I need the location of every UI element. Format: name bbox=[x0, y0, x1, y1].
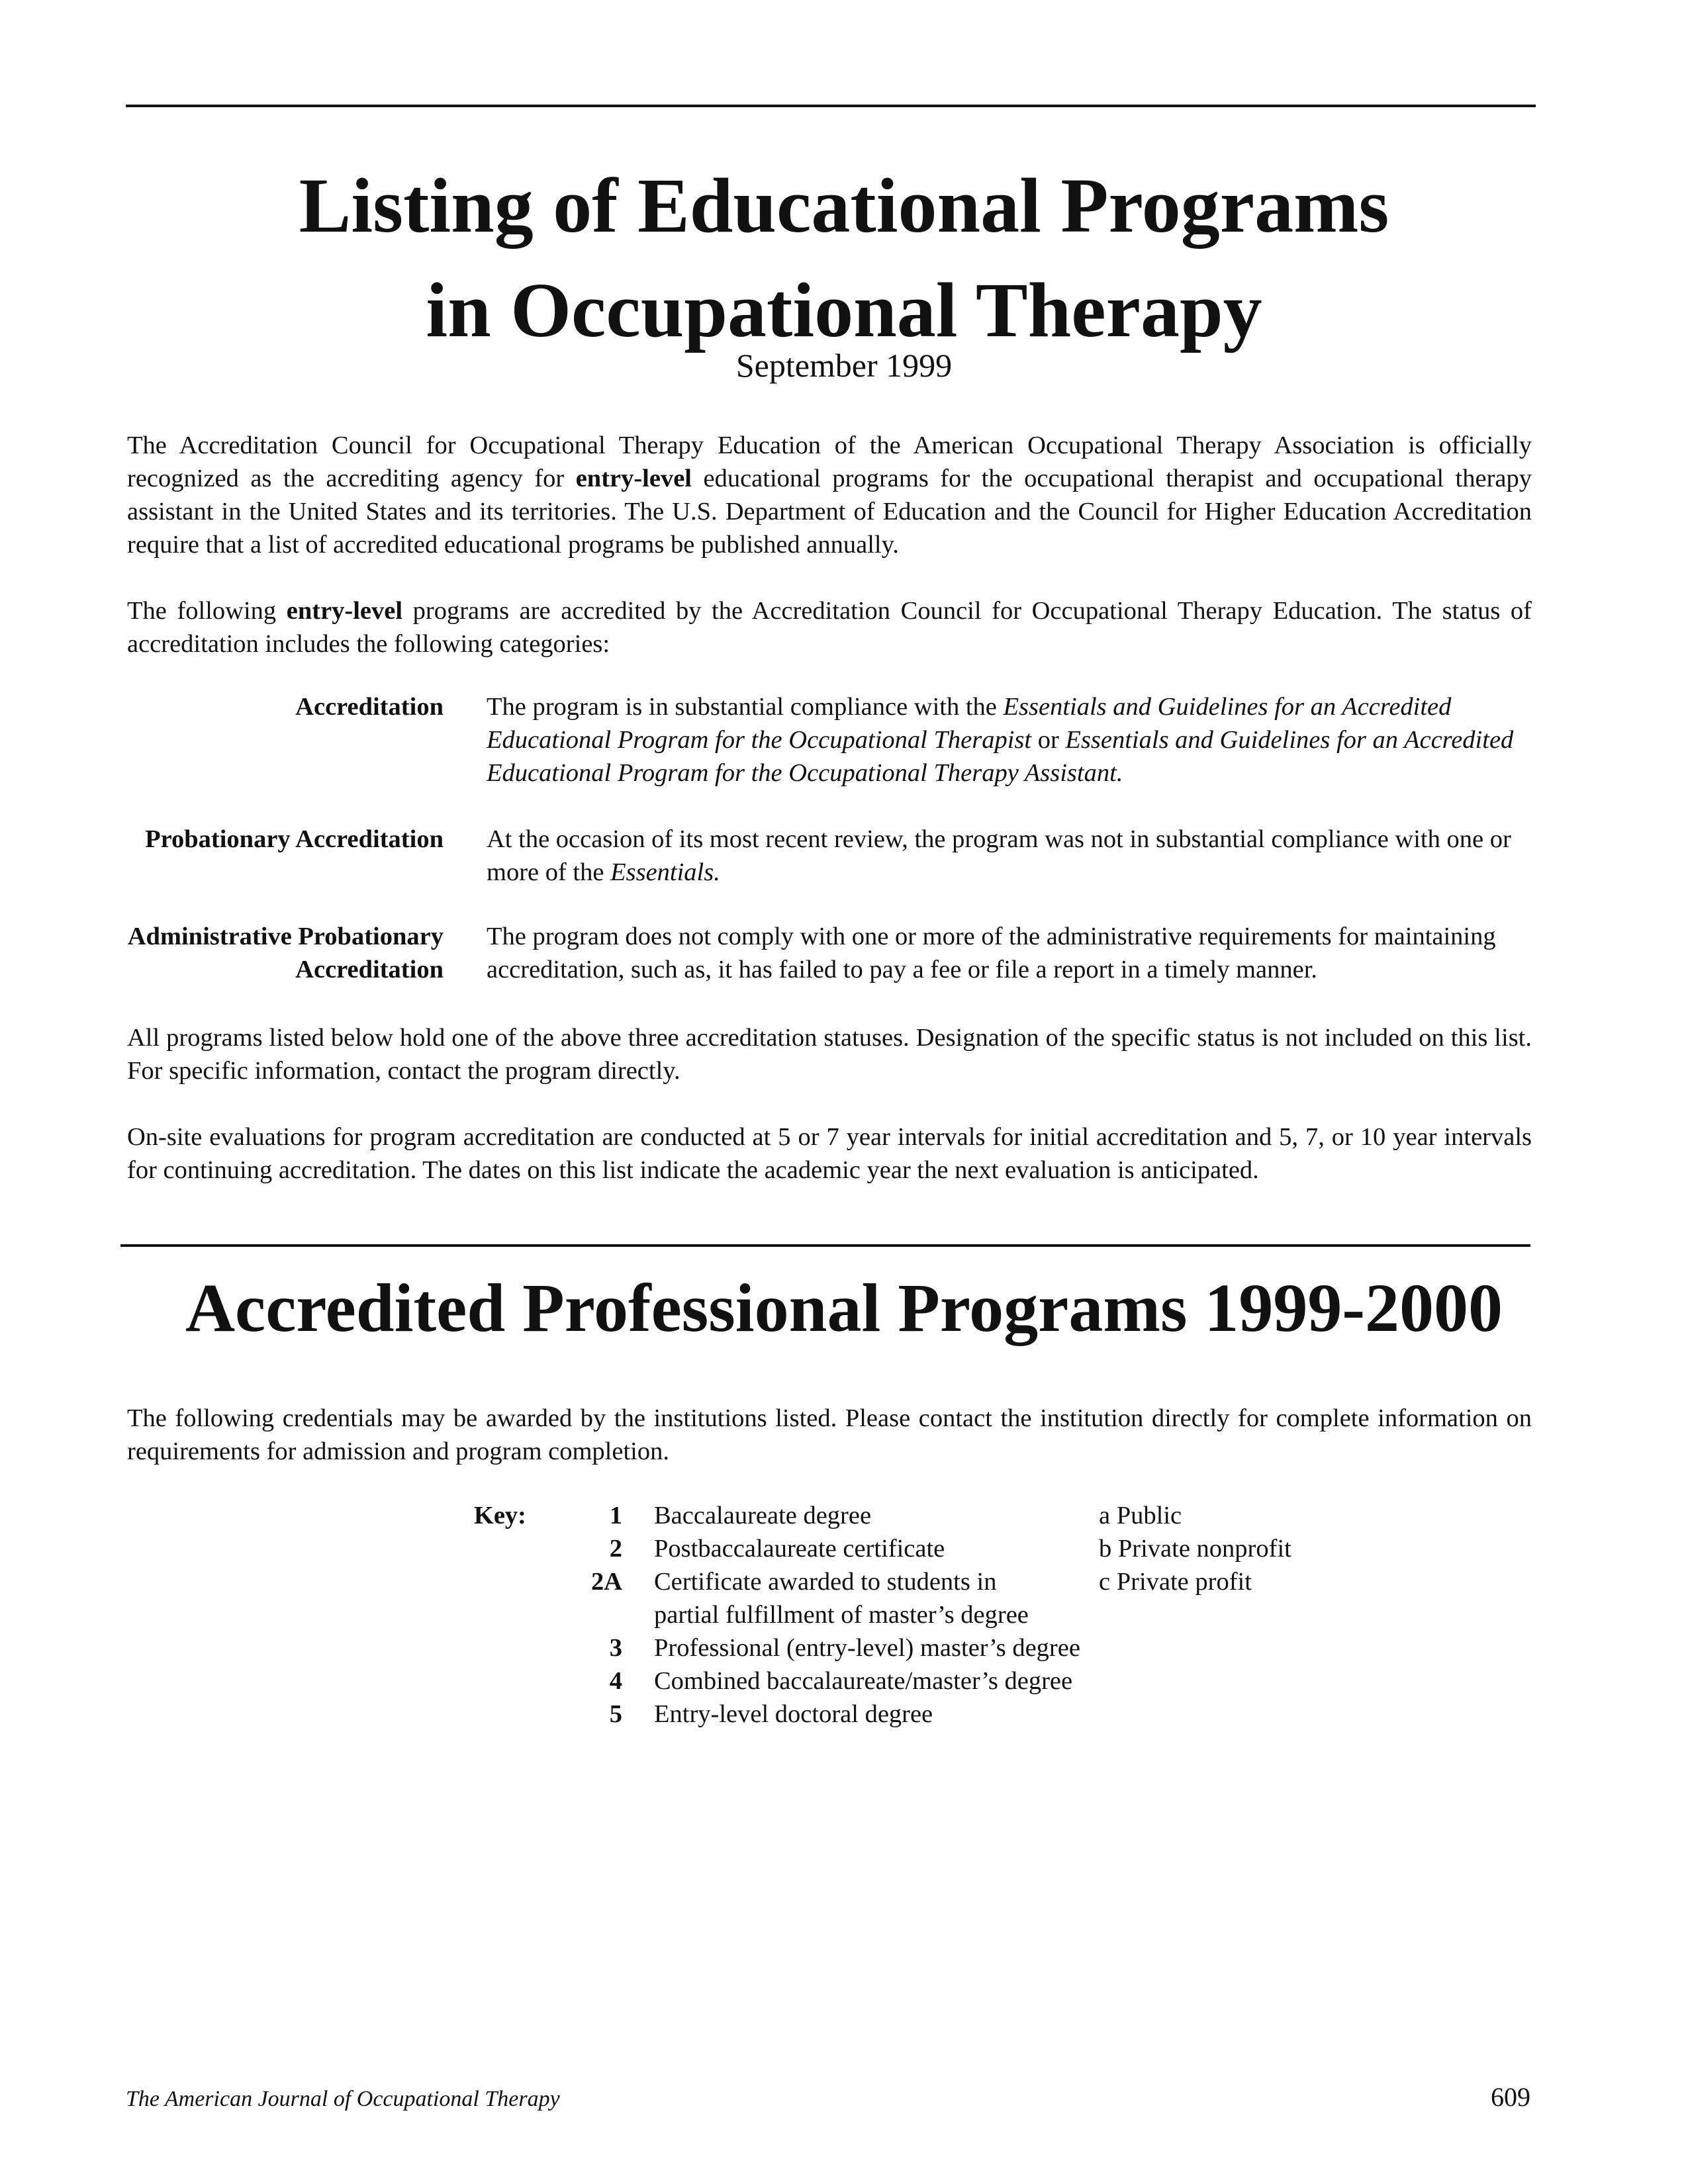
status-term bbox=[127, 920, 444, 986]
issue-date: September 1999 bbox=[735, 347, 953, 384]
key-codes bbox=[576, 1499, 622, 1731]
notes-paragraph-2: On-site evaluations for program accreditation are conducted at 5 or 7 year intervals for initial accreditation and 5, 7, or 10 year intervals for continuing accreditation. The dates on this list indicate the academic year the next evaluation is anticipated. bbox=[127, 1123, 1532, 1184]
status-desc-text: At the occasion of its most recent review, the program was not in substantial compliance with one or more of the bbox=[487, 825, 1511, 886]
intro-p1-text-a: The Accreditation Council for Occupational Therapy Education of the American Occupational Therapy Association is officially recognized as the accrediting agency for bbox=[127, 432, 1532, 492]
key-type: b Private nonprofit bbox=[1099, 1535, 1291, 1563]
status-term-line2: Accreditation bbox=[295, 956, 444, 983]
key-degree: Baccalaureate degree bbox=[654, 1502, 872, 1529]
intro-p2-text-b: programs are accredited by the Accreditation Council for Occupational Therapy Education. The status of accreditation includes the following categories: bbox=[127, 597, 1532, 658]
page-title-line2: in Occupational Therapy bbox=[426, 267, 1262, 353]
key-degree: Professional (entry-level) master’s degree bbox=[654, 1634, 1080, 1662]
key-type: c Private profit bbox=[1099, 1568, 1252, 1596]
page-title bbox=[0, 154, 1688, 363]
intro-p2-bold: entry-level bbox=[286, 597, 403, 625]
status-description: The program does not comply with one or more of the administrative requirements for maintaining accreditation, such as, it has failed to pay a fee or file a report in a timely manner. bbox=[487, 923, 1496, 983]
key-code: 3 bbox=[609, 1634, 622, 1662]
page-title-line1: Listing of Educational Programs bbox=[299, 162, 1389, 249]
key-degree: Postbaccalaureate certificate bbox=[654, 1535, 945, 1563]
intro-paragraph-1 bbox=[127, 429, 1532, 561]
key-degree-list bbox=[654, 1499, 1117, 1731]
key-code: 2 bbox=[609, 1535, 622, 1563]
key-label: Key: bbox=[473, 1502, 526, 1529]
section-rule bbox=[120, 1244, 1530, 1247]
intro-p1-bold: entry-level bbox=[575, 465, 692, 492]
key-degree-line2: partial fulfillment of master’s degree bbox=[654, 1601, 1029, 1629]
key-degree: Entry-level doctoral degree bbox=[654, 1700, 933, 1728]
notes-paragraph-1: All programs listed below hold one of the above three accreditation statuses. Designation of the specific status is not included on this list. For specific information, contact the program directly. bbox=[127, 1024, 1532, 1085]
key-type: a Public bbox=[1099, 1502, 1182, 1529]
key-code: 1 bbox=[609, 1502, 622, 1529]
intro-paragraph-2 bbox=[127, 594, 1532, 660]
status-description bbox=[487, 823, 1536, 889]
status-term-line1: Administrative Probationary bbox=[127, 923, 444, 950]
status-desc-italic: Essentials and Guidelines for an Accredited Educational Program for the Occupational Therapist bbox=[487, 693, 1452, 754]
section-title: Accredited Professional Programs 1999-2000 bbox=[185, 1270, 1503, 1346]
footer-journal-name: The American Journal of Occupational Therapy bbox=[126, 2087, 560, 2111]
key-degree-line1: Certificate awarded to students in bbox=[654, 1568, 997, 1596]
key-degree: Combined baccalaureate/master’s degree bbox=[654, 1667, 1073, 1695]
status-desc-text: or bbox=[1031, 726, 1066, 754]
status-term: Accreditation bbox=[295, 693, 444, 721]
key-code: 4 bbox=[609, 1667, 622, 1695]
top-rule bbox=[126, 105, 1536, 107]
key-code: 5 bbox=[609, 1700, 622, 1728]
key-institution-types bbox=[1099, 1499, 1430, 1598]
page-number: 609 bbox=[1491, 2082, 1530, 2112]
status-term: Probationary Accreditation bbox=[145, 825, 444, 853]
status-desc-italic: Essentials. bbox=[610, 858, 720, 886]
intro-p2-text-a: The following bbox=[127, 597, 287, 625]
status-desc-text: The program is in substantial compliance with the bbox=[487, 693, 1004, 721]
section-paragraph: The following credentials may be awarded by the institutions listed. Please contact the institution directly for complete information on requirements for admission and program completion. bbox=[127, 1404, 1532, 1465]
status-description bbox=[487, 690, 1536, 790]
status-desc-italic: Essentials and Guidelines for an Accredited Educational Program for the Occupational Therapy Assistant. bbox=[487, 726, 1514, 787]
key-degree bbox=[654, 1565, 1117, 1631]
key-code: 2A bbox=[590, 1568, 622, 1596]
intro-p1-text-b: educational programs for the occupational therapist and occupational therapy assistant in the United States and its territories. The U.S. Department of Education and the Council for Higher Education Accreditation require that a list of accredited educational programs be published annually. bbox=[127, 465, 1532, 559]
